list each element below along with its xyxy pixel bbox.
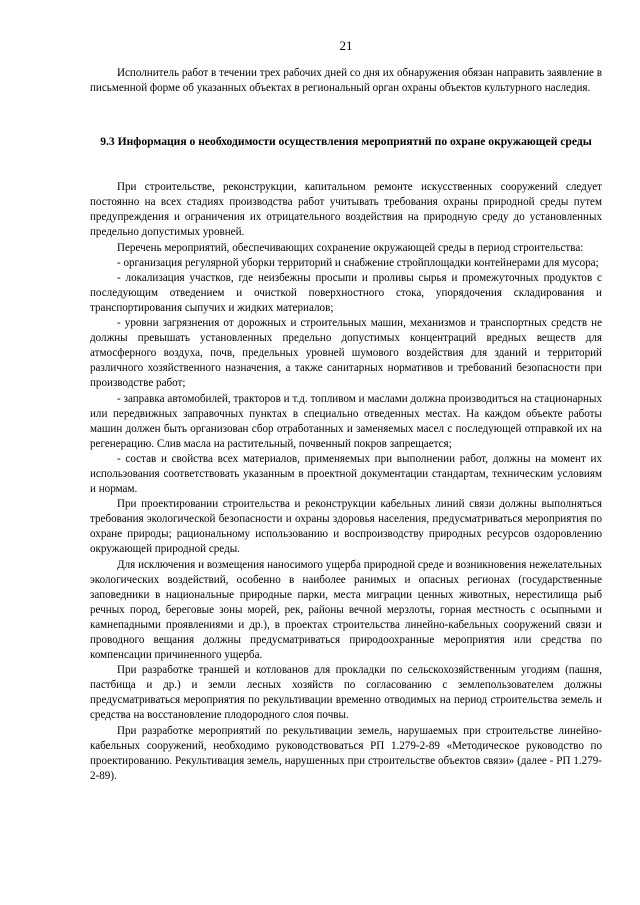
page-number: 21 [339,38,353,53]
list-item: - уровни загрязнения от дорожных и строительных машин, механизмов и транспортных средств не должны превышать установленных предельно допустимых концентраций вредных веществ для атмосферного воздуха, почв, предельных уровней шумового воздействия для зданий и территорий различного хозяйственного назначения, а также санитарных нормативов и требований безопасности при производстве работ; [90,317,602,390]
list-item: - локализация участков, где неизбежны просыпи и проливы сырья и промежуточных продуктов с последующим отведением и очисткой поверхностного стока, упорядочения складирования и транспортирования сыпучих и жидких материалов; [90,271,602,314]
list-item: - заправка автомобилей, тракторов и т.д. топливом и маслами должна производиться на стационарных или передвижных заправочных пунктах в специально отведенных местах. На каждом объекте работы машин должен быть организован сбор отработанных и заменяемых масел с последующей отправкой их на регенерацию. Слив масла на растительный, почвенный покров запрещается; [90,392,602,450]
list-item: - состав и свойства всех материалов, применяемых при выполнении работ, должны на момент их использования соответствовать указанным в проектной документации стандартам, техническим условиям и нормам. [90,452,602,496]
section-body [90,180,602,784]
body-paragraph: При проектировании строительства и реконструкции кабельных линий связи должны выполняться требования экологической безопасности и охраны здоровья населения, предусматриваться мероприятия по охране природы; рациональному использованию и воспроизводству природных ресурсов оздоровлению окружающей природной среды. [90,498,602,556]
body-paragraph: При разработке мероприятий по рекультивации земель, нарушаемых при строительстве линейно-кабельных сооружений, необходимо руководствоваться РП 1.279-2-89 «Методическое руководство по проектированию. Рекультивация земель, нарушенных при строительстве объектов связи» (далее - РП 1.279-2-89). [90,724,602,782]
body-paragraph: При разработке траншей и котлованов для прокладки по сельскохозяйственным угодиям (пашня, пастбища и др.) и земли лесных хозяйств по согласованию с землепользователем должны предусматриваться мероприятия по рекультивации временно отводимых на период строительства земель и средства на восстановление плодородного слоя почвы. [90,664,602,722]
section-heading: 9.3 Информация о необходимости осуществления мероприятий по охране окружающей среды [100,135,592,149]
body-paragraph: При строительстве, реконструкции, капитальном ремонте искусственных сооружений следует постоянно на всех стадиях производства работ учитывать требования охраны природной среды путем предупреждения и ограничения их отрицательного воздействия на природную среду до установленных предельно допустимых уровней. [90,181,602,239]
intro-paragraph: Исполнитель работ в течении трех рабочих дней со дня их обнаружения обязан направить заявление в письменной форме об указанных объектах в региональный орган охраны объектов культурного наследия. [90,67,602,95]
list-item: - организация регулярной уборки территорий и снабжение стройплощадки контейнерами для мусора; [117,256,599,269]
body-paragraph: Для исключения и возмещения наносимого ущерба природной среде и возникновения нежелательных экологических воздействий, особенно в наиболее ранимых и опасных регионах (государственные заповедники в национальные природные парки, места миграции ценных животных, нерестилища рыб речных пород, береговые зоны морей, рек, районы вечной мерзлоты, горная местность с осыпными и камнепадными проявлениями и др.), в проектах строительства линейно-кабельных сооружений связи и проводного вещания должны предусматриваться природоохранные мероприятия или средства по компенсации причиненного ущерба. [90,558,602,662]
body-paragraph: Перечень мероприятий, обеспечивающих сохранение окружающей среды в период строительства: [117,241,584,254]
